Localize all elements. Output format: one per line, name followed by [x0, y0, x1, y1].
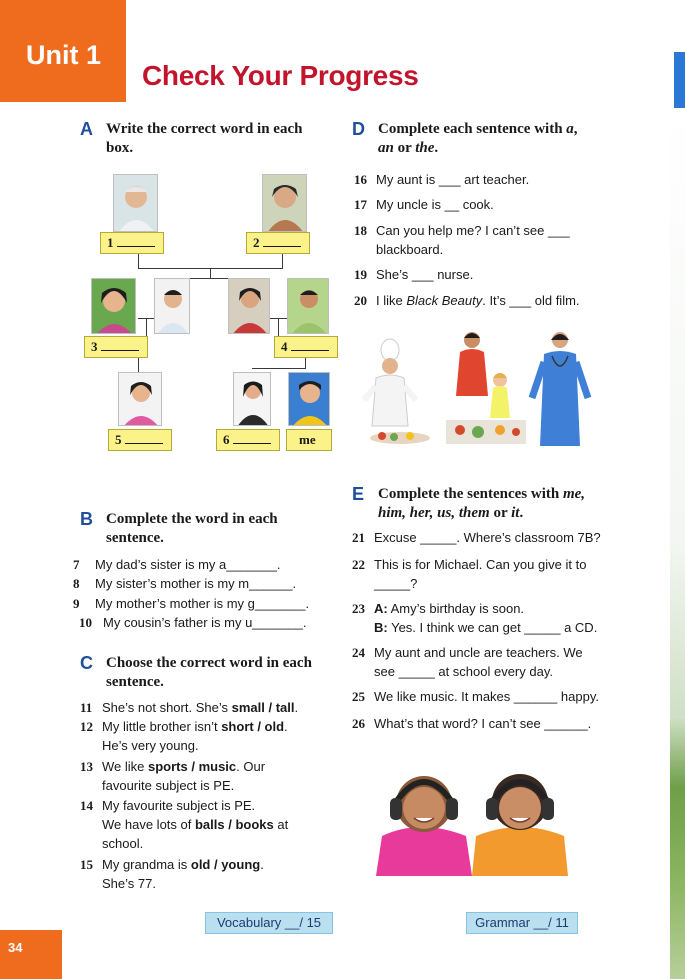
pronoun-list: him, her, us, them [378, 505, 490, 521]
question-number: 15 [80, 857, 93, 872]
question-number: 19 [354, 267, 367, 282]
question-number: 21 [352, 530, 365, 545]
question-number: 9 [73, 596, 80, 611]
box-number: 2 [253, 235, 260, 250]
question-number: 23 [352, 601, 365, 616]
section-a-letter: A [80, 119, 93, 139]
question-number: 14 [80, 798, 93, 813]
tree-line [252, 368, 306, 369]
question-text: Can you help me? I can’t see ___ [376, 223, 570, 238]
question-number: 18 [354, 223, 367, 238]
question-text: . [284, 719, 288, 734]
instruction-text: or [393, 140, 416, 156]
question-17 [354, 195, 494, 214]
question-text-line1: My favourite subject is PE. [102, 798, 256, 813]
question-text: She’s not short. She’s [102, 700, 232, 715]
instruction-text: Complete the sentences with [378, 486, 563, 502]
question-number: 13 [80, 759, 93, 774]
cousin-photo [118, 372, 162, 426]
uncle-photo [154, 278, 190, 334]
tree-line [278, 318, 279, 336]
answer-box-3[interactable] [84, 336, 148, 358]
box-number: 5 [115, 432, 122, 447]
question-text: My sister’s mother is my m______. [95, 576, 297, 591]
section-a-instruction-line2: box. [106, 140, 134, 156]
question-15 [80, 855, 264, 893]
box-number: 4 [281, 339, 288, 354]
question-text-line2: She’s 77. [102, 876, 156, 891]
right-edge-photo [670, 108, 685, 979]
answer-box-5[interactable] [108, 429, 172, 451]
question-text: . It’s ___ old film. [482, 293, 580, 308]
section-d-letter: D [352, 119, 365, 139]
question-12 [80, 717, 288, 755]
me-photo [288, 372, 330, 426]
question-text: . [294, 700, 299, 715]
question-13 [80, 757, 266, 795]
question-text: My uncle is __ cook. [376, 197, 494, 212]
question-number: 7 [73, 557, 80, 572]
punctuation: . [434, 140, 439, 156]
tree-line [138, 254, 139, 268]
me-label: me [299, 432, 316, 447]
pronoun-list: me, [562, 486, 586, 502]
question-number: 20 [354, 293, 367, 308]
question-10 [79, 613, 307, 632]
question-text: We have lots of [102, 817, 195, 832]
answer-box-6[interactable] [216, 429, 280, 451]
question-18 [354, 221, 570, 259]
question-text: My little brother isn’t [102, 719, 222, 734]
question-number: 11 [80, 700, 93, 715]
question-24 [352, 643, 583, 681]
section-c-letter: C [80, 653, 93, 673]
page-number: 34 [0, 930, 62, 979]
answer-box-4[interactable] [274, 336, 338, 358]
instruction-text: or [489, 505, 512, 521]
question-text: She’s ___ nurse. [376, 267, 474, 282]
box-number: 3 [91, 339, 98, 354]
speaker-a: A: [374, 601, 388, 616]
tree-line [305, 358, 306, 368]
section-c-instruction-line2: sentence. [106, 674, 164, 690]
question-text: . [260, 857, 264, 872]
girls-headphones-photo [376, 752, 568, 876]
question-number: 26 [352, 716, 365, 731]
speaker-b: B: [374, 620, 388, 635]
question-21 [352, 528, 601, 547]
punctuation: , [573, 121, 578, 137]
word-choice[interactable]: sports / music [148, 759, 237, 774]
question-number: 10 [79, 615, 92, 630]
aunt-photo [91, 278, 136, 334]
question-19 [354, 265, 474, 284]
question-8 [73, 574, 297, 593]
question-text-line2: see _____ at school every day. [374, 664, 553, 679]
question-text: Excuse _____. Where’s classroom 7B? [374, 530, 601, 545]
question-text: My aunt is ___ art teacher. [376, 172, 530, 187]
question-text-line2: blackboard. [376, 242, 444, 257]
section-a-instruction [106, 120, 302, 158]
mother-photo [228, 278, 270, 334]
question-text: We like [102, 759, 148, 774]
question-number: 8 [73, 576, 80, 591]
question-number: 25 [352, 689, 365, 704]
question-text-line3: school. [102, 836, 144, 851]
section-b-instruction-line1: Complete the word in each [106, 511, 278, 527]
instruction-text: Complete each sentence with [378, 121, 567, 137]
punctuation: . [519, 505, 524, 521]
question-text-line2: _____? [374, 576, 418, 591]
question-14 [80, 796, 289, 853]
word-choice[interactable]: short / old [221, 719, 285, 734]
unit-label: Unit 1 [26, 40, 102, 70]
section-d-instruction [378, 120, 618, 158]
article-a: a [566, 121, 574, 137]
section-b-letter: B [80, 509, 93, 529]
question-11 [80, 698, 299, 717]
section-c-instruction [106, 654, 312, 692]
question-text: This is for Michael. Can you give it to [374, 557, 587, 572]
grammar-score: Grammar __/ 11 [466, 912, 578, 934]
article-the: the [415, 140, 435, 156]
blue-strip [674, 52, 685, 108]
question-number: 12 [80, 719, 93, 734]
question-text: Amy’s birthday is soon. [387, 601, 525, 616]
question-text: I like [376, 293, 407, 308]
question-text: My aunt and uncle are teachers. We [374, 645, 583, 660]
question-number: 16 [354, 172, 367, 187]
question-20 [354, 291, 580, 310]
box-number: 1 [107, 235, 114, 250]
question-7 [73, 555, 281, 574]
section-b-instruction-line2: sentence. [106, 530, 164, 546]
question-text: My grandma is [102, 857, 191, 872]
question-text-line2: He’s very young. [102, 738, 199, 753]
question-25 [352, 687, 599, 706]
question-number: 22 [352, 557, 365, 572]
question-text: My dad’s sister is my a_______. [95, 557, 281, 572]
section-b-instruction [106, 510, 278, 548]
vocabulary-score: Vocabulary __/ 15 [205, 912, 333, 934]
question-23 [352, 599, 598, 637]
question-22 [352, 555, 587, 593]
question-text: at [273, 817, 289, 832]
box-number: 6 [223, 432, 230, 447]
word-choice[interactable]: old / young [190, 857, 261, 872]
question-text: My mother’s mother is my g_______. [95, 596, 310, 611]
question-text: My cousin’s father is my u_______. [103, 615, 307, 630]
question-text: . Our [236, 759, 266, 774]
section-e-letter: E [352, 484, 365, 504]
section-e-instruction [378, 485, 628, 523]
question-text: We like music. It makes ______ happy. [374, 689, 599, 704]
film-title: Black Beauty [406, 293, 483, 308]
unit-tab [0, 0, 126, 102]
question-text: What’s that word? I can’t see ______. [374, 716, 592, 731]
sister-photo [233, 372, 271, 426]
question-text-line2: favourite subject is PE. [102, 778, 235, 793]
answer-box-2[interactable] [246, 232, 310, 254]
grandfather-photo [113, 174, 158, 232]
word-choice[interactable]: small / tall [231, 700, 295, 715]
article-an: an [378, 140, 394, 156]
section-c-instruction-line1: Choose the correct word in each [106, 655, 312, 671]
page-title: Check Your Progress [142, 60, 419, 91]
word-choice[interactable]: balls / books [194, 817, 274, 832]
question-number: 17 [354, 197, 367, 212]
father-photo [287, 278, 329, 334]
tree-line [282, 254, 283, 268]
me-box [286, 429, 332, 451]
answer-box-1[interactable] [100, 232, 164, 254]
question-26 [352, 714, 592, 733]
section-a-instruction-line1: Write the correct word in each [106, 121, 303, 137]
tree-line [210, 268, 211, 278]
question-text: Yes. I think we can get _____ a CD. [387, 620, 598, 635]
tree-line [146, 318, 147, 336]
occupations-photo [360, 326, 600, 456]
question-number: 24 [352, 645, 365, 660]
tree-line [138, 358, 139, 372]
question-9 [73, 594, 310, 613]
question-16 [354, 170, 530, 189]
pronoun-it: it [511, 505, 520, 521]
grandmother-photo [262, 174, 307, 232]
